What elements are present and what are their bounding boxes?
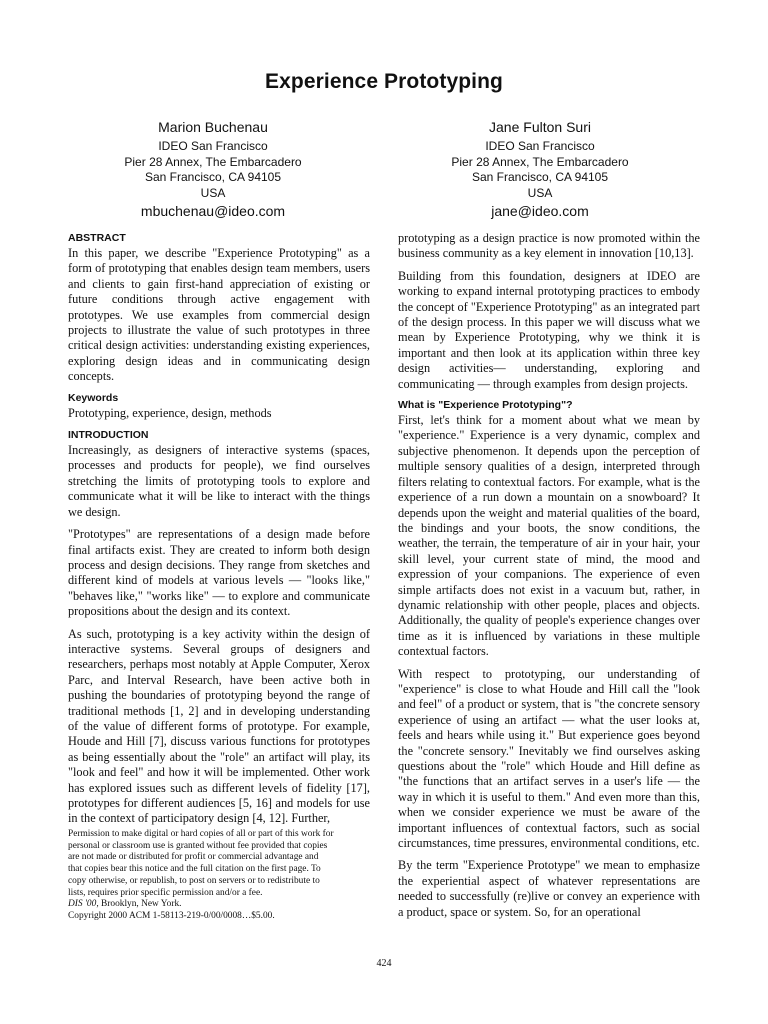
author-name: Marion Buchenau [158,119,268,135]
introduction-heading: INTRODUCTION [68,429,149,442]
abstract-heading: ABSTRACT [68,232,126,244]
author-address-1: Pier 28 Annex, The Embarcadero [124,154,302,169]
permission-line: are not made or distributed for profit or commercial advantage and [68,852,319,863]
author-country: USA [527,185,553,200]
permission-line: copy otherwise, or republish, to post on servers or to redistribute to [68,875,320,886]
author-block-1 [63,118,363,221]
author-block-2 [390,118,690,221]
author-email: mbuchenau@ideo.com [140,203,286,219]
keywords-text: Prototyping, experience, design, methods [68,405,272,420]
right-paragraph-5: By the term "Experience Prototype" we mean to emphasize the experiential aspect of whatever representations are needed to successfully (re)live or convey an experience with a product, space or system. So, for an operational [398,858,700,919]
intro-paragraph-1: Increasingly, as designers of interactive systems (spaces, processes and products for people), we find ourselves stretching the limits of prototyping tools to explore and communicate what it will be like to interact with the things we design. [68,443,370,519]
author-address-2: San Francisco, CA 94105 [471,170,609,184]
right-paragraph-4: With respect to prototyping, our understanding of "experience" is close to what Houde and Hill call the "look and feel" of a product or system, that is "the concrete sensory experience of using an artifact — what the user looks at, feels and hears while using it." But experience goes beyond the "concrete sensory." Inevitably we find ourselves asking questions about the "role" which Houde and Hill define as "the functions that an artifact serves in a user's life — the way in which it is useful to them." And even more than this, when we consider experience we must be aware of the important influences of contextual factors, such as social circumstances, time pressures, environmental conditions, etc. [398,666,700,851]
right-paragraph-2: Building from this foundation, designers at IDEO are working to expand internal prototyping practices to embody the concept of "Experience Prototyping" as an integrated part of the design process. In this paper we will discuss what we mean by Experience Prototyping, why we think it is important and then look at its application within three key design activities— understanding, exploring and communicating — through examples from design projects. [398,268,700,391]
author-country: USA [200,185,226,200]
right-paragraph-3: First, let's think for a moment about what we mean by "experience." Experience is a very dynamic, complex and subjective phenomenon. It depends upon the perception of multiple sensory qualities of a design, interpreted through filters relating to contextual factors. For example, what is the experience of a run down a mountain on a snowboard? It depends upon the weight and material qualities of the board, the bindings and your boots, the snow conditions, the weather, the terrain, the temperature of air in your hair, your skill level, your current state of mind, the mood and expression of your companions. The experience of even simple artifacts does not exist in a vacuum but, rather, in dynamic relationship with other people, places and objects. Additionally, the quality of people's experience changes over time as it is influenced by variations in these multiple contextual factors. [398,413,700,659]
copyright-line: Copyright 2000 ACM 1-58113-219-0/00/0008…$5.00. [68,910,275,921]
permission-notice [68,829,338,923]
page-number: 424 [376,958,392,969]
author-name: Jane Fulton Suri [489,119,591,135]
venue-location: , Brooklyn, New York. [96,899,182,910]
right-paragraph-1: prototyping as a design practice is now promoted within the business community as a key element in innovation [10,13]. [398,231,700,261]
permission-line: personal or classroom use is granted without fee provided that copies [68,840,328,851]
intro-paragraph-2: "Prototypes" are representations of a design made before final artifacts exist. They are created to inform both design process and design decisions. They range from sketches and different kind of models at various levels — "looks like," "behaves like," "works like" — to explore and communicate propositions about the design and its context. [68,527,370,619]
author-address-2: San Francisco, CA 94105 [144,170,282,184]
permission-line: Permission to make digital or hard copies of all or part of this work for [68,829,334,839]
keywords-heading: Keywords [68,391,119,404]
author-org: IDEO San Francisco [158,139,268,153]
intro-paragraph-3: As such, prototyping is a key activity within the design of interactive systems. Several groups of designers and researchers, perhaps most notably at Apple Computer, Xerox Parc, and Interval Research, have been active both in pushing the boundaries of prototyping beyond the range of traditional methods [1, 2] and in developing understanding of the value of different forms of prototype. For example, Houde and Hill [7], discuss various functions for prototypes as being essentially about the "role" an artifact will play, its "look and feel" and how it will be implemented. Other work has explored issues such as different levels of fidelity [17], prototypes for different audiences [5, 16] and models for use in the context of participatory design [4, 12]. Further, [68,626,370,826]
permission-line: lists, requires prior specific permission and/or a fee. [68,887,263,898]
author-address-1: Pier 28 Annex, The Embarcadero [451,154,629,169]
paper-title: Experience Prototyping [265,70,503,93]
right-column [398,231,700,927]
author-org: IDEO San Francisco [485,139,595,153]
venue-line [68,899,338,911]
venue-name: DIS '00 [68,899,97,910]
abstract-text: In this paper, we describe "Experience Prototyping" as a form of prototyping that enables design team members, users and clients to gain first-hand appreciation of existing or future conditions through active engagement with prototypes. We use examples from commercial design projects to illustrate the value of such prototypes in three critical design activities: understanding existing experiences, exploring design ideas and in communicating design concepts. [68,246,370,384]
section-heading: What is "Experience Prototyping"? [398,399,573,412]
left-column [68,232,370,834]
permission-line: that copies bear this notice and the full citation on the first page. To [68,864,321,875]
author-email: jane@ideo.com [491,203,589,219]
